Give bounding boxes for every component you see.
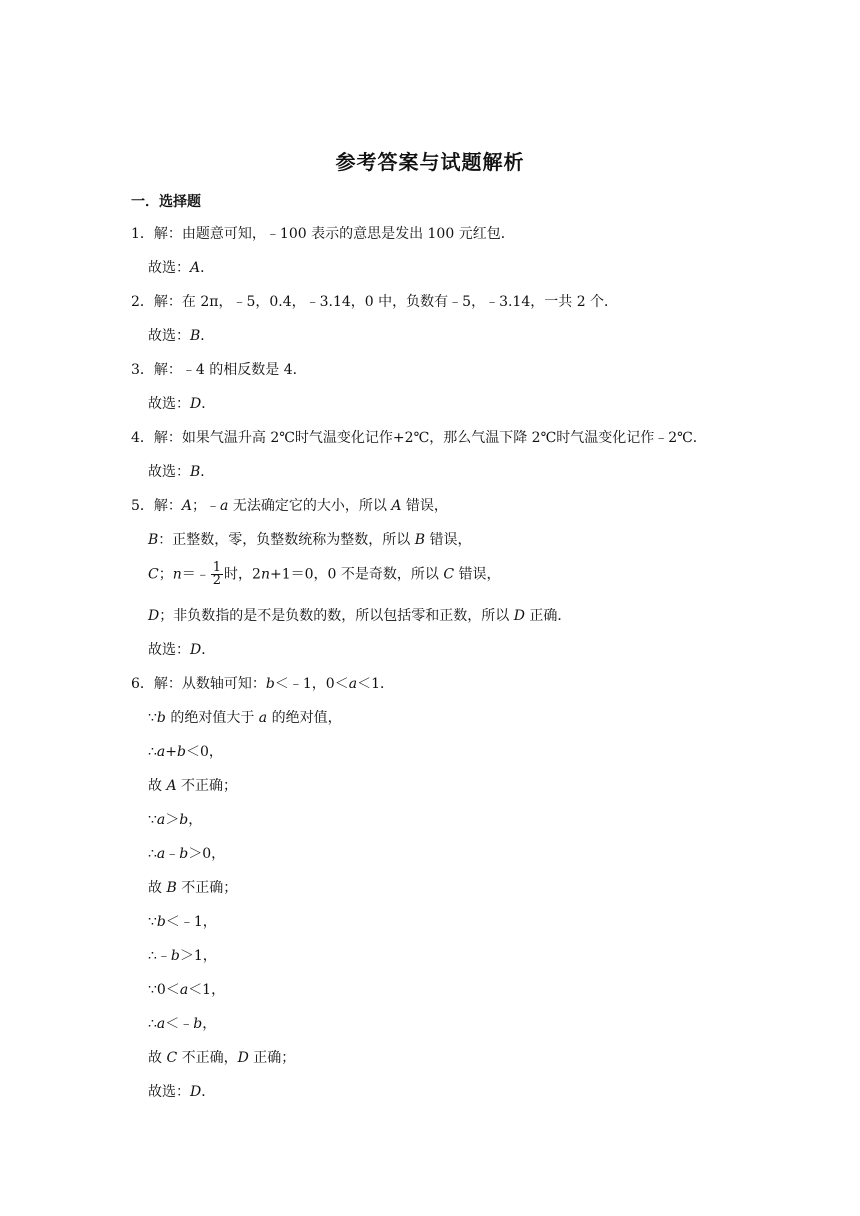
answer-suffix: ．	[200, 260, 215, 276]
answer-choice: B	[190, 328, 201, 344]
q5-line-a	[131, 496, 448, 516]
text: 正确．	[524, 608, 572, 624]
q6-line-9	[148, 946, 217, 966]
text: ＜1．	[357, 676, 394, 692]
var: a	[220, 498, 229, 514]
answer-prefix: 故选：	[148, 464, 190, 480]
q6-line-3	[148, 742, 223, 762]
var: D	[513, 608, 525, 624]
text: ∵0＜	[148, 982, 180, 998]
q6-answer	[148, 1082, 215, 1102]
var: A	[166, 778, 177, 794]
answer-suffix: ．	[201, 1084, 216, 1100]
q6-line-11	[148, 1014, 216, 1034]
var: n	[260, 566, 270, 583]
text: 不正确；	[176, 778, 238, 794]
text: ＜﹣1，0＜	[274, 676, 349, 692]
q5-line-c	[148, 562, 501, 587]
text: ＞	[165, 812, 180, 828]
var: b	[179, 846, 189, 862]
text: ∴	[148, 1016, 157, 1032]
section-heading: 一．选择题	[131, 194, 201, 210]
var: B	[166, 880, 177, 896]
answer-choice: A	[190, 260, 201, 276]
var: a	[156, 744, 166, 760]
answer-suffix: ．	[201, 642, 216, 658]
var: D	[148, 608, 160, 624]
q5-line-b	[148, 530, 472, 550]
var: C	[148, 566, 159, 583]
text: 故	[148, 880, 167, 896]
q6-line-10	[148, 980, 225, 1000]
fraction-numerator: 1	[212, 560, 222, 575]
var: A	[181, 498, 193, 514]
answer-prefix: 故选：	[148, 396, 190, 412]
q5-prefix: 5．解：	[131, 498, 182, 514]
text: ∴	[148, 846, 157, 862]
text: ﹣	[165, 846, 180, 862]
q1-answer	[148, 258, 214, 278]
q4-solution: 4．解：如果气温升高 2℃时气温变化记作+2℃，那么气温下降 2℃时气温变化记作﹣2℃．	[131, 430, 707, 446]
q2-solution: 2．解：在 2π，﹣5，0.4，﹣3.14，0 中，负数有﹣5，﹣3.14，一共 2 个．	[131, 294, 619, 310]
q6-line-12	[148, 1048, 295, 1068]
q6-line-2	[148, 708, 342, 728]
q6-line-4	[148, 776, 237, 796]
text: ；	[158, 566, 173, 583]
q6-line-6	[148, 844, 225, 864]
text: ∵	[148, 914, 157, 930]
text: ，	[202, 1016, 217, 1032]
var: b	[177, 744, 186, 760]
var: a	[156, 812, 166, 828]
page-title: 参考答案与试题解析	[335, 150, 525, 174]
text: 不正确；	[176, 880, 238, 896]
text: ∴	[148, 744, 157, 760]
answer-suffix: ．	[200, 328, 215, 344]
q3-answer	[148, 394, 215, 414]
text: 错误，	[401, 498, 448, 514]
text: 无法确定它的大小，所以	[228, 498, 392, 514]
text: 正确；	[248, 1050, 296, 1066]
var: C	[166, 1050, 178, 1066]
text: 错误，	[425, 532, 472, 548]
var: B	[414, 532, 426, 548]
var: a	[156, 846, 166, 862]
text: +	[165, 744, 178, 760]
fraction-denominator: 2	[212, 573, 222, 588]
var: a	[156, 1016, 166, 1032]
text: ＞0，	[188, 846, 226, 862]
answer-prefix: 故选：	[148, 260, 190, 276]
q3-solution: 3．解：﹣4 的相反数是 4．	[131, 362, 307, 378]
answer-suffix: ．	[200, 464, 215, 480]
var: b	[193, 1016, 203, 1032]
answer-choice: D	[190, 1084, 202, 1100]
text: ＜1，	[188, 982, 226, 998]
q5-line-d	[148, 606, 571, 626]
q6-line-8	[148, 912, 217, 932]
q6-line-1	[131, 674, 394, 694]
text: ∵	[148, 710, 157, 726]
text: ；﹣	[192, 498, 221, 514]
var: b	[156, 710, 166, 726]
answer-prefix: 故选：	[148, 328, 190, 344]
text: ；非负数指的是不是负数的数，所以包括零和正数，所以	[159, 608, 514, 624]
q6-line-5	[148, 810, 202, 830]
answer-suffix: ．	[201, 396, 216, 412]
text: +1＝0，0 不是奇数，所以	[269, 566, 444, 583]
text: ∵	[148, 812, 157, 828]
answer-choice: B	[190, 464, 201, 480]
q5-answer	[148, 640, 215, 660]
var: b	[179, 812, 189, 828]
text: ＜﹣	[165, 1016, 194, 1032]
q4-answer	[148, 462, 214, 482]
text: ∴﹣	[148, 948, 171, 964]
text: ＞1，	[179, 948, 217, 964]
q1-solution: 1．解：由题意可知，﹣100 表示的意思是发出 100 元红包．	[131, 226, 515, 242]
var: A	[391, 498, 402, 514]
q6-line-7	[148, 878, 237, 898]
text: ：正整数，零，负整数统称为整数，所以	[158, 532, 415, 548]
answer-prefix: 故选：	[148, 642, 190, 658]
var: a	[258, 710, 268, 726]
var: b	[156, 914, 166, 930]
q2-answer	[148, 326, 214, 346]
text: ＝﹣	[181, 566, 210, 583]
var: B	[148, 532, 159, 548]
text: 的绝对值，	[267, 710, 342, 726]
var: n	[172, 566, 182, 583]
text: 不正确，	[177, 1050, 238, 1066]
text: ，	[188, 812, 203, 828]
text: 故	[148, 778, 167, 794]
text: 的绝对值大于	[165, 710, 259, 726]
text: 错误，	[454, 566, 501, 583]
text: ＜﹣1，	[165, 914, 217, 930]
text: ＜0，	[185, 744, 223, 760]
var: a	[179, 982, 189, 998]
var: a	[348, 676, 358, 692]
var: b	[170, 948, 180, 964]
text: 时，2	[224, 566, 261, 583]
text: 6．解：从数轴可知：	[131, 676, 266, 692]
var: D	[237, 1050, 249, 1066]
text: 故	[148, 1050, 167, 1066]
answer-prefix: 故选：	[148, 1084, 190, 1100]
var: b	[265, 676, 275, 692]
fraction	[211, 562, 223, 587]
answer-choice: D	[190, 396, 202, 412]
var: C	[443, 566, 455, 583]
answer-choice: D	[190, 642, 202, 658]
